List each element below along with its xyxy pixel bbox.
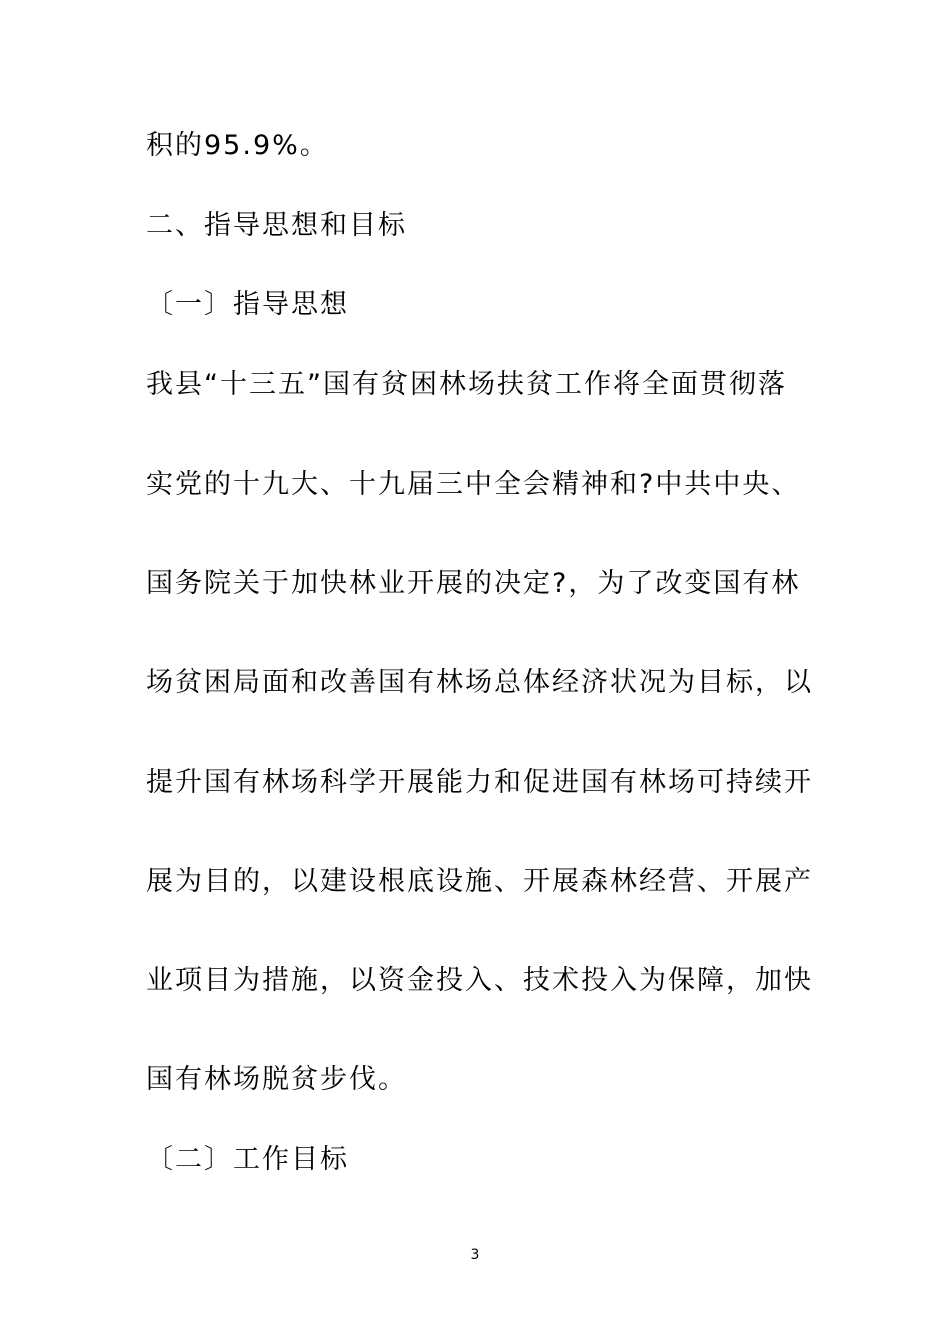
page-number: 3 bbox=[470, 1247, 480, 1263]
paragraph-line: 业项目为措施，以资金投入、技术投入为保障，加快 bbox=[146, 965, 813, 996]
paragraph-line: 展为目的，以建设根底设施、开展森林经营、开展产 bbox=[146, 866, 813, 897]
paragraph-line: 国务院关于加快林业开展的决定?，为了改变国有林 bbox=[146, 568, 801, 599]
paragraph-line: 积的95.9%。 bbox=[146, 130, 329, 161]
subsection-heading: 〔二〕工作目标 bbox=[146, 1144, 349, 1175]
paragraph-line: 提升国有林场科学开展能力和促进国有林场可持续开 bbox=[146, 767, 813, 798]
paragraph-line: 国有林场脱贫步伐。 bbox=[146, 1064, 407, 1095]
paragraph-line: 场贫困局面和改善国有林场总体经济状况为目标，以 bbox=[146, 667, 813, 698]
subsection-heading: 〔一〕指导思想 bbox=[146, 289, 349, 320]
paragraph-line: 我县“十三五”国有贫困林场扶贫工作将全面贯彻落 bbox=[146, 369, 787, 400]
section-heading: 二、指导思想和目标 bbox=[146, 210, 407, 241]
paragraph-line: 实党的十九大、十九届三中全会精神和?中共中央、 bbox=[146, 469, 801, 500]
